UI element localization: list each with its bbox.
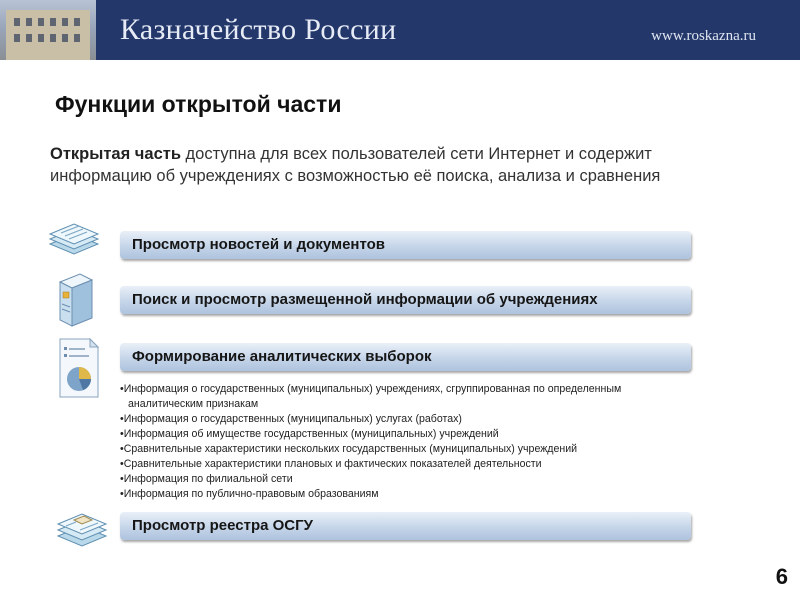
- intro-line2: информацию об учреждениях с возможностью её поиска, анализа и сравнения: [50, 167, 661, 185]
- section-label: Поиск и просмотр размещенной информации об учреждениях: [132, 291, 598, 308]
- list-item: [120, 472, 720, 487]
- intro-line1: доступна для всех пользователей сети Интернет и содержит: [180, 145, 652, 163]
- list-item: [120, 412, 720, 427]
- report-pie-chart-icon: [56, 337, 102, 399]
- registry-stack-icon: [54, 506, 110, 552]
- list-item-text: •Сравнительные характеристики плановых и фактических показателей деятельности: [120, 458, 542, 470]
- stacked-papers-icon: [46, 220, 102, 262]
- section-bar-institutions[interactable]: [120, 286, 691, 314]
- list-item: [120, 442, 720, 457]
- list-item: [120, 457, 720, 472]
- section-label: Формирование аналитических выборок: [132, 348, 432, 365]
- section-bar-analytics[interactable]: [120, 343, 691, 371]
- section-label: Просмотр реестра ОСГУ: [132, 517, 313, 534]
- header-title: Казначейство России: [120, 13, 397, 46]
- list-item-text: •Информация об имуществе государственных (муниципальных) учреждений: [120, 428, 499, 440]
- intro-bold: Открытая часть: [50, 145, 181, 163]
- server-box-icon: [54, 268, 98, 330]
- list-item-text: •Информация по филиальной сети: [120, 473, 293, 485]
- list-item-continuation: аналитическим признакам: [128, 398, 259, 410]
- section-bar-osgu-registry[interactable]: [120, 512, 691, 540]
- intro-text: [50, 143, 750, 187]
- list-item-text: •Сравнительные характеристики нескольких государственных (муниципальных) учреждений: [120, 443, 578, 455]
- list-item: [120, 382, 720, 412]
- list-item-text: •Информация по публично-правовым образованиям: [120, 488, 379, 500]
- analytics-details-list: [120, 382, 720, 502]
- header-url[interactable]: www.roskazna.ru: [651, 28, 756, 44]
- section-bar-news[interactable]: [120, 231, 691, 259]
- building-photo: [0, 0, 96, 60]
- header-banner: [0, 0, 800, 60]
- list-item: [120, 487, 720, 502]
- page-title: Функции открытой части: [55, 91, 342, 117]
- list-item-text: •Информация о государственных (муниципальных) услугах (работах): [120, 413, 462, 425]
- section-label: Просмотр новостей и документов: [132, 236, 386, 253]
- list-item: [120, 427, 720, 442]
- list-item-text: •Информация о государственных (муниципальных) учреждениях, сгруппированная по определенным: [120, 383, 622, 395]
- page-number: 6: [775, 564, 788, 589]
